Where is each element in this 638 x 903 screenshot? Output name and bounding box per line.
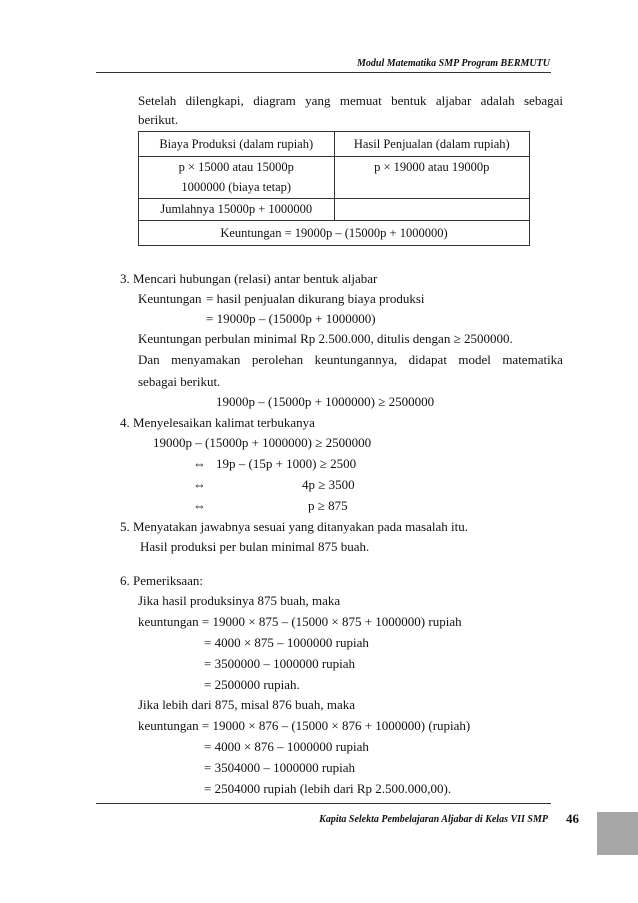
s5-answer: Hasil produksi per bulan minimal 875 buah. <box>140 539 370 554</box>
s6-case-876: Jika lebih dari 875, misal 876 buah, maka <box>138 697 355 712</box>
word: Dan <box>138 352 160 367</box>
s3-profit-label: Keuntungan <box>138 291 202 306</box>
page-number: 46 <box>566 811 579 826</box>
s4-step-2: 19p – (15p + 1000) ≥ 2500 <box>216 456 357 471</box>
s6-case-876-calc-1: keuntungan = 19000 × 876 – (15000 × 876 + 1000000) (rupiah) <box>138 718 471 733</box>
s6-case-876-calc-3: = 3504000 – 1000000 rupiah <box>204 760 356 775</box>
production-fixed-cost: 1000000 (biaya tetap) <box>181 180 292 194</box>
word: model <box>458 352 491 367</box>
table-cell-production <box>139 157 335 199</box>
s4-equiv-3: ⇔ <box>193 498 206 513</box>
s6-case-876-calc-4: = 2504000 rupiah (lebih dari Rp 2.500.000,00). <box>204 781 452 796</box>
section-3-heading: 3. Mencari hubungan (relasi) antar bentuk aljabar <box>120 271 378 286</box>
s6-case-875: Jika hasil produksinya 875 buah, maka <box>138 593 341 608</box>
footer-title: Kapita Selekta Pembelajaran Aljabar di Kelas VII SMP <box>319 814 548 825</box>
word: aljabar <box>435 93 472 108</box>
s4-step-1: 19000p – (15000p + 1000000) ≥ 2500000 <box>153 435 372 450</box>
word: matematika <box>502 352 563 367</box>
table-cell-total-cost: Jumlahnya 15000p + 1000000 <box>139 199 335 221</box>
section-4-heading: 4. Menyelesaikan kalimat terbukanya <box>120 415 315 430</box>
word: perolehan <box>251 352 304 367</box>
word: sebagai <box>523 93 563 108</box>
word: bentuk <box>391 93 427 108</box>
word: diagram <box>253 93 296 108</box>
s3-inequality: 19000p – (15000p + 1000000) ≥ 2500000 <box>216 394 435 409</box>
s4-step-3: 4p ≥ 3500 <box>302 477 355 492</box>
table-header-sales-result: Hasil Penjualan (dalam rupiah) <box>334 132 530 157</box>
table-cell-sales: p × 19000 atau 19000p <box>334 157 530 199</box>
word: menyamakan <box>171 352 241 367</box>
word: yang <box>305 93 331 108</box>
s4-step-4: p ≥ 875 <box>308 498 348 513</box>
production-variable-cost: p × 15000 atau 15000p <box>178 160 294 174</box>
comparison-table <box>138 131 530 246</box>
s3-profit-definition: = hasil penjualan dikurang biaya produksi <box>206 291 425 306</box>
s3-model-line <box>138 352 563 368</box>
word: keuntungannya, <box>314 352 398 367</box>
page-tab-box <box>597 812 638 855</box>
s3-model-line-2: sebagai berikut. <box>138 374 221 389</box>
s4-equiv-1: ⇔ <box>193 456 206 471</box>
s3-profit-expression: = 19000p – (15000p + 1000000) <box>206 311 376 326</box>
word: memuat <box>339 93 382 108</box>
word: Setelah <box>138 93 177 108</box>
word: adalah <box>480 93 515 108</box>
s6-case-875-calc-4: = 2500000 rupiah. <box>204 677 300 692</box>
word: dilengkapi, <box>185 93 244 108</box>
header-title: Modul Matematika SMP Program BERMUTU <box>357 58 550 69</box>
intro-line-1 <box>138 93 563 109</box>
footer-rule <box>96 803 551 804</box>
s6-case-875-calc-3: = 3500000 – 1000000 rupiah <box>204 656 356 671</box>
table-cell-profit: Keuntungan = 19000p – (15000p + 1000000) <box>139 221 530 246</box>
intro-line-2: berikut. <box>138 112 179 127</box>
s6-case-876-calc-2: = 4000 × 876 – 1000000 rupiah <box>204 739 369 754</box>
s6-case-875-calc-1: keuntungan = 19000 × 875 – (15000 × 875 + 1000000) rupiah <box>138 614 462 629</box>
table-header-production-cost: Biaya Produksi (dalam rupiah) <box>139 132 335 157</box>
header-rule <box>96 72 551 73</box>
word: didapat <box>408 352 447 367</box>
section-6-heading: 6. Pemeriksaan: <box>120 573 204 588</box>
s6-case-875-calc-2: = 4000 × 875 – 1000000 rupiah <box>204 635 369 650</box>
s4-equiv-2: ⇔ <box>193 477 206 492</box>
table-cell-empty <box>334 199 530 221</box>
section-5-heading: 5. Menyatakan jawabnya sesuai yang ditanyakan pada masalah itu. <box>120 519 468 534</box>
s3-minimum-profit: Keuntungan perbulan minimal Rp 2.500.000, ditulis dengan ≥ 2500000. <box>138 331 513 346</box>
